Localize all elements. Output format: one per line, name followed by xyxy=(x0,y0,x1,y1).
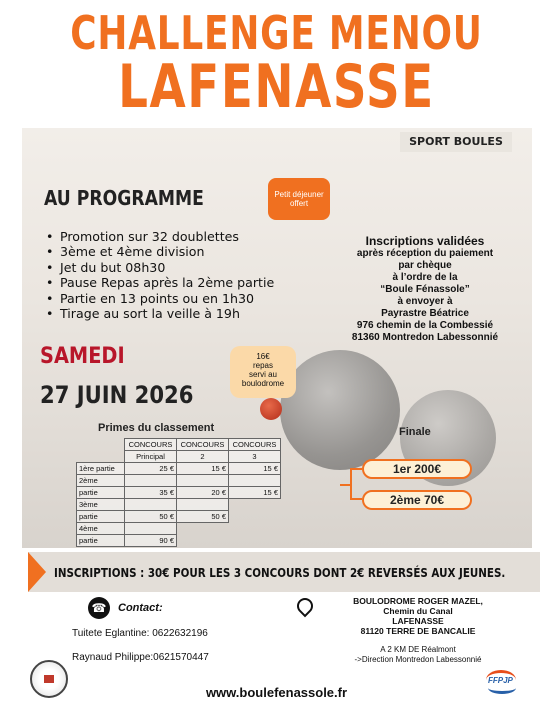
banner-arrow-icon xyxy=(28,552,46,592)
table-row-label: partie xyxy=(77,535,125,547)
meal-badge-line: 16€ xyxy=(256,352,270,361)
programme-item: • 3ème et 4ème division xyxy=(46,244,274,259)
contact-label: Contact: xyxy=(118,602,163,614)
table-row xyxy=(77,487,281,499)
inscriptions-line: 976 chemin de la Combessié xyxy=(356,320,494,331)
prize-first: 1er 200€ xyxy=(362,459,472,479)
phone-icon: ☎ xyxy=(88,597,110,619)
inscriptions-line: à l’ordre de la xyxy=(392,272,458,283)
table-cell xyxy=(177,535,229,547)
location-pin-icon xyxy=(294,595,317,618)
table-cell: 90 € xyxy=(125,535,177,547)
contact-person: Raynaud Philippe:0621570447 xyxy=(72,652,209,663)
prize-second: 2ème 70€ xyxy=(362,490,472,510)
programme-item: • Jet du but 08h30 xyxy=(46,260,274,275)
event-day: SAMEDI xyxy=(40,344,125,369)
table-cell: 50 € xyxy=(125,511,177,523)
table-row-label: partie xyxy=(77,511,125,523)
table-cell xyxy=(229,511,281,523)
inscriptions-line: 81360 Montredon Labessonnié xyxy=(351,332,499,343)
breakfast-badge xyxy=(268,178,330,220)
table-row-label: 4ème xyxy=(77,523,125,535)
inscriptions-line: “Boule Fénassole” xyxy=(380,284,470,295)
programme-item: • Pause Repas après la 2ème partie xyxy=(46,275,274,290)
fee-banner-text: INSCRIPTIONS : 30€ POUR LES 3 CONCOURS DONT 2€ REVERSÉS AUX JEUNES. xyxy=(54,566,506,580)
address-line: BOULODROME ROGER MAZEL, xyxy=(353,596,483,606)
title-line-1: CHALLENGE MENOU xyxy=(70,6,483,60)
inscriptions-line: par chèque xyxy=(398,260,452,271)
inscriptions-line: Payrastre Béatrice xyxy=(381,308,469,319)
address-line: 81120 TERRE DE BANCALIE xyxy=(360,626,476,636)
table-row-label: 1ère partie xyxy=(77,463,125,475)
primes-table xyxy=(76,438,281,547)
table-cell: 15 € xyxy=(229,487,281,499)
bracket xyxy=(350,468,362,500)
table-header-cell: 2 xyxy=(177,451,229,463)
table-row xyxy=(77,535,281,547)
table-cell: 20 € xyxy=(177,487,229,499)
table-row xyxy=(77,439,281,451)
programme-item: • Promotion sur 32 doublettes xyxy=(46,229,274,244)
directions-block xyxy=(318,645,518,665)
table-row-label: partie xyxy=(77,487,125,499)
event-date: 27 JUIN 2026 xyxy=(40,381,194,409)
table-cell: 15 € xyxy=(177,463,229,475)
inscriptions-line: après réception du paiement xyxy=(356,248,494,259)
address-line: Chemin du Canal xyxy=(383,606,453,616)
table-row xyxy=(77,463,281,475)
table-row xyxy=(77,511,281,523)
table-row xyxy=(77,499,281,511)
primes-title: Primes du classement xyxy=(98,422,215,434)
table-row-label: 3ème xyxy=(77,499,125,511)
table-header-cell: CONCOURS xyxy=(177,439,229,451)
federation-logo-text: FFPJP xyxy=(488,676,513,685)
table-cell: 15 € xyxy=(229,463,281,475)
table-header-cell: CONCOURS xyxy=(229,439,281,451)
table-row-label: 2ème xyxy=(77,475,125,487)
table-cell xyxy=(229,535,281,547)
title-line-2: LAFENASSE xyxy=(118,52,435,122)
meal-badge-line: servi au xyxy=(248,370,277,379)
jack-ball xyxy=(260,398,282,420)
contact-person: Tuitete Eglantine: 0622632196 xyxy=(72,628,208,639)
directions-line: ->Direction Montredon Labessonnié xyxy=(354,655,482,664)
programme-item: • Partie en 13 points ou en 1h30 xyxy=(46,291,274,306)
meal-badge-line: repas xyxy=(252,361,273,370)
table-header-cell: Principal xyxy=(125,451,177,463)
address-block xyxy=(318,596,518,636)
programme-item: • Tirage au sort la veille à 19h xyxy=(46,306,274,321)
programme-list xyxy=(46,229,274,321)
table-row xyxy=(77,523,281,535)
finale-title: Finale xyxy=(399,426,431,438)
table-row xyxy=(77,451,281,463)
sport-boules-tag: SPORT BOULES xyxy=(400,132,512,152)
boule-ball-1 xyxy=(280,350,400,470)
website-link[interactable]: www.boulefenassole.fr xyxy=(205,685,348,700)
table-cell: 25 € xyxy=(125,463,177,475)
table-header-cell: CONCOURS xyxy=(125,439,177,451)
meal-badge xyxy=(230,346,296,398)
meal-badge-line: boulodrome xyxy=(241,379,285,388)
inscriptions-heading: Inscriptions validées xyxy=(365,234,485,248)
directions-line: A 2 KM DE Réalmont xyxy=(380,645,456,654)
table-header-cell: 3 xyxy=(229,451,281,463)
programme-title: AU PROGRAMME xyxy=(44,186,204,210)
inscriptions-box xyxy=(335,234,515,344)
inscriptions-line: à envoyer à xyxy=(397,296,453,307)
breakfast-badge-line: offert xyxy=(289,199,309,208)
table-row xyxy=(77,475,281,487)
table-cell: 50 € xyxy=(177,511,229,523)
address-line: LAFENASSE xyxy=(392,616,444,626)
breakfast-badge-line: Petit déjeuner xyxy=(274,190,324,199)
table-cell: 35 € xyxy=(125,487,177,499)
